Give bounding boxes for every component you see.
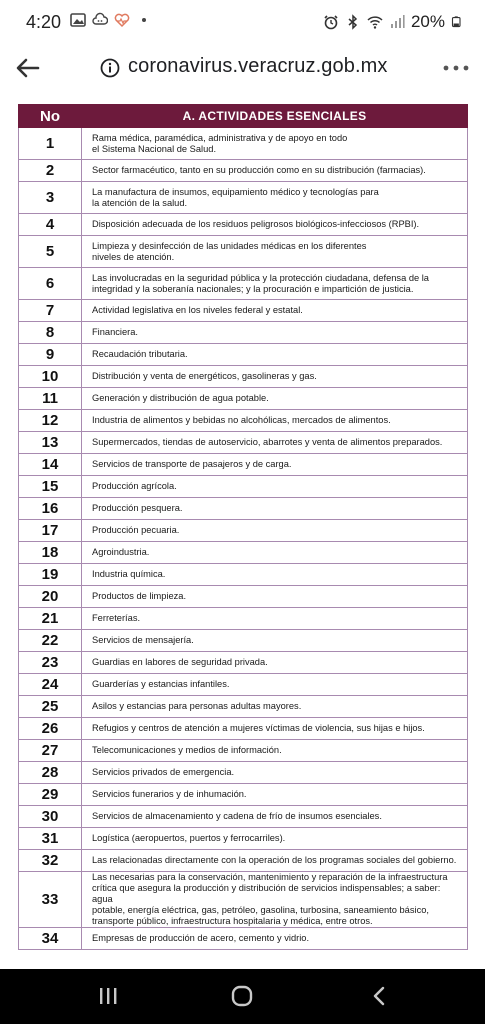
row-number: 13 — [19, 432, 82, 454]
bluetooth-icon — [345, 14, 361, 30]
row-number: 15 — [19, 476, 82, 498]
row-activity — [82, 214, 468, 236]
android-nav-bar — [0, 969, 485, 1024]
activity-line: Rama médica, paramédica, administrativa y de apoyo en todo — [92, 132, 348, 143]
table-row — [19, 652, 468, 674]
heart-rate-icon — [114, 12, 130, 28]
activity-line: Producción pesquera. — [92, 503, 183, 513]
dot-icon — [136, 12, 152, 28]
row-number: 20 — [19, 586, 82, 608]
row-activity — [82, 718, 468, 740]
row-activity — [82, 182, 468, 214]
row-number: 3 — [19, 182, 82, 214]
table-row — [19, 762, 468, 784]
row-number: 27 — [19, 740, 82, 762]
activity-line: Limpieza y desinfección de las unidades médicas en los diferentes — [92, 240, 367, 251]
home-icon — [230, 984, 254, 1008]
activity-line: Productos de limpieza. — [92, 591, 187, 601]
table-row — [19, 806, 468, 828]
row-activity — [82, 236, 468, 268]
activity-line: Servicios funerarios y de inhumación. — [92, 789, 247, 799]
back-icon — [369, 985, 391, 1007]
recent-apps-icon — [97, 985, 119, 1007]
activity-line: Servicios de almacenamiento y cadena de frío de insumos esenciales. — [92, 811, 382, 821]
row-number: 29 — [19, 784, 82, 806]
row-number: 12 — [19, 410, 82, 432]
row-activity — [82, 928, 468, 950]
activity-line: Servicios de transporte de pasajeros y de carga. — [92, 459, 292, 469]
wifi-icon — [367, 14, 383, 30]
row-number: 11 — [19, 388, 82, 410]
table-row — [19, 268, 468, 300]
row-number: 22 — [19, 630, 82, 652]
row-activity — [82, 498, 468, 520]
row-activity — [82, 160, 468, 182]
info-icon[interactable] — [100, 58, 120, 78]
table-row — [19, 696, 468, 718]
activity-line: Agroindustria. — [92, 547, 150, 557]
activity-line: Empresas de producción de acero, cemento y vidrio. — [92, 933, 310, 943]
row-number: 19 — [19, 564, 82, 586]
activity-line: crítica que asegura la producción y distribución de servicios indispensables; a saber: agua — [92, 883, 441, 904]
row-activity — [82, 344, 468, 366]
table-header-row — [19, 105, 468, 128]
activity-line: Asilos y estancias para personas adultas mayores. — [92, 701, 302, 711]
table-row — [19, 928, 468, 950]
cloud-face-icon — [92, 12, 108, 28]
header-activities: A. ACTIVIDADES ESENCIALES — [82, 105, 468, 128]
row-number: 5 — [19, 236, 82, 268]
row-activity — [82, 696, 468, 718]
battery-icon — [451, 13, 463, 31]
row-activity — [82, 454, 468, 476]
row-number: 8 — [19, 322, 82, 344]
table-row — [19, 520, 468, 542]
table-row — [19, 718, 468, 740]
table-row — [19, 850, 468, 872]
row-number: 6 — [19, 268, 82, 300]
back-arrow-icon[interactable] — [14, 54, 42, 82]
status-bar — [0, 0, 485, 44]
row-activity — [82, 784, 468, 806]
table-row — [19, 236, 468, 268]
row-activity — [82, 388, 468, 410]
table-row — [19, 476, 468, 498]
browser-url-bar — [0, 44, 485, 92]
activity-line: Guarderías y estancias infantiles. — [92, 679, 230, 689]
row-number: 9 — [19, 344, 82, 366]
activity-line: integridad y la soberanía nacionales; y la procuración e impartición de justicia. — [92, 283, 414, 294]
row-number: 10 — [19, 366, 82, 388]
alarm-icon — [323, 14, 339, 30]
activity-line: niveles de atención. — [92, 251, 175, 262]
row-activity — [82, 268, 468, 300]
row-activity — [82, 542, 468, 564]
activity-line: Industria de alimentos y bebidas no alcohólicas, mercados de alimentos. — [92, 415, 391, 425]
table-row — [19, 564, 468, 586]
row-number: 28 — [19, 762, 82, 784]
activity-line: transporte público, infraestructura hospitalaria y médica, entre otros. — [92, 916, 373, 926]
table-row — [19, 740, 468, 762]
row-activity — [82, 630, 468, 652]
home-button[interactable] — [222, 981, 262, 1011]
activity-line: Actividad legislativa en los niveles federal y estatal. — [92, 305, 303, 315]
table-row — [19, 300, 468, 322]
row-activity — [82, 762, 468, 784]
table-body — [19, 128, 468, 950]
activity-line: Recaudación tributaria. — [92, 349, 188, 359]
activity-line: Financiera. — [92, 327, 138, 337]
row-activity — [82, 740, 468, 762]
activity-line: potable, energía eléctrica, gas, petróleo, gasolina, turbosina, saneamiento básico, — [92, 905, 429, 915]
row-number: 16 — [19, 498, 82, 520]
row-activity — [82, 674, 468, 696]
activity-line: Servicios privados de emergencia. — [92, 767, 235, 777]
activity-line: Logística (aeropuertos, puertos y ferrocarriles). — [92, 833, 286, 843]
table-row — [19, 432, 468, 454]
row-number: 18 — [19, 542, 82, 564]
table-row — [19, 182, 468, 214]
activity-line: Las involucradas en la seguridad pública y la protección ciudadana, defensa de la — [92, 272, 429, 283]
table-row — [19, 160, 468, 182]
table-row — [19, 322, 468, 344]
table-row — [19, 542, 468, 564]
row-number: 34 — [19, 928, 82, 950]
status-left-icons — [70, 12, 152, 28]
row-number: 7 — [19, 300, 82, 322]
activity-line: Sector farmacéutico, tanto en su producción como en su distribución (farmacias). — [92, 165, 426, 175]
activity-line: Servicios de mensajería. — [92, 635, 194, 645]
row-number: 30 — [19, 806, 82, 828]
row-activity — [82, 128, 468, 160]
activity-line: Supermercados, tiendas de autoservicio, abarrotes y venta de alimentos preparados. — [92, 437, 443, 447]
row-activity — [82, 300, 468, 322]
table-row — [19, 128, 468, 160]
row-number: 31 — [19, 828, 82, 850]
table-row — [19, 608, 468, 630]
activity-line: Industria química. — [92, 569, 166, 579]
image-icon — [70, 12, 86, 28]
row-activity — [82, 432, 468, 454]
row-number: 2 — [19, 160, 82, 182]
table-row — [19, 630, 468, 652]
row-number: 33 — [19, 872, 82, 928]
row-activity — [82, 410, 468, 432]
row-number: 25 — [19, 696, 82, 718]
more-options-icon[interactable] — [441, 56, 471, 80]
row-activity — [82, 652, 468, 674]
status-right — [323, 12, 463, 32]
table-row — [19, 454, 468, 476]
page-content — [0, 92, 485, 969]
table-row — [19, 828, 468, 850]
row-activity — [82, 828, 468, 850]
table-row — [19, 872, 468, 928]
activity-line: Ferreterías. — [92, 613, 141, 623]
activity-line: Guardias en labores de seguridad privada. — [92, 657, 268, 667]
row-number: 23 — [19, 652, 82, 674]
table-row — [19, 344, 468, 366]
row-activity — [82, 476, 468, 498]
row-activity — [82, 608, 468, 630]
essential-activities-table — [18, 104, 468, 950]
recent-apps-button[interactable] — [88, 981, 128, 1011]
activity-line: Las relacionadas directamente con la operación de los programas sociales del gobierno. — [92, 855, 457, 865]
row-number: 21 — [19, 608, 82, 630]
activity-line: Producción pecuaria. — [92, 525, 180, 535]
activity-line: Producción agrícola. — [92, 481, 177, 491]
row-number: 14 — [19, 454, 82, 476]
status-time: 4:20 — [26, 12, 62, 32]
activity-line: Generación y distribución de agua potable. — [92, 393, 269, 403]
activity-line: la atención de la salud. — [92, 197, 188, 208]
row-activity — [82, 806, 468, 828]
row-number: 24 — [19, 674, 82, 696]
activity-line: Disposición adecuada de los residuos peligrosos biológicos-infecciosos (RPBI). — [92, 219, 420, 229]
row-activity — [82, 366, 468, 388]
row-number: 4 — [19, 214, 82, 236]
header-no: No — [19, 105, 82, 128]
row-activity — [82, 520, 468, 542]
row-number: 32 — [19, 850, 82, 872]
activity-line: La manufactura de insumos, equipamiento médico y tecnologías para — [92, 186, 379, 197]
table-row — [19, 784, 468, 806]
activity-line: Las necesarias para la conservación, mantenimiento y reparación de la infraestructura — [92, 872, 448, 882]
row-activity — [82, 586, 468, 608]
table-row — [19, 366, 468, 388]
table-row — [19, 586, 468, 608]
table-row — [19, 214, 468, 236]
activity-line: Refugios y centros de atención a mujeres víctimas de violencia, sus hijas e hijos. — [92, 723, 425, 733]
table-row — [19, 388, 468, 410]
row-number: 1 — [19, 128, 82, 160]
row-number: 26 — [19, 718, 82, 740]
row-activity — [82, 872, 468, 928]
row-activity — [82, 322, 468, 344]
row-number: 17 — [19, 520, 82, 542]
activity-line: Distribución y venta de energéticos, gasolineras y gas. — [92, 371, 317, 381]
activity-line: Telecomunicaciones y medios de información. — [92, 745, 282, 755]
row-activity — [82, 564, 468, 586]
url-text[interactable]: coronavirus.veracruz.gob.mx — [128, 55, 388, 77]
back-button[interactable] — [360, 981, 400, 1011]
table-row — [19, 410, 468, 432]
battery-percent: 20% — [410, 12, 445, 31]
signal-icon — [389, 14, 405, 30]
table-row — [19, 498, 468, 520]
table-row — [19, 674, 468, 696]
activity-line: el Sistema Nacional de Salud. — [92, 143, 217, 154]
row-activity — [82, 850, 468, 872]
